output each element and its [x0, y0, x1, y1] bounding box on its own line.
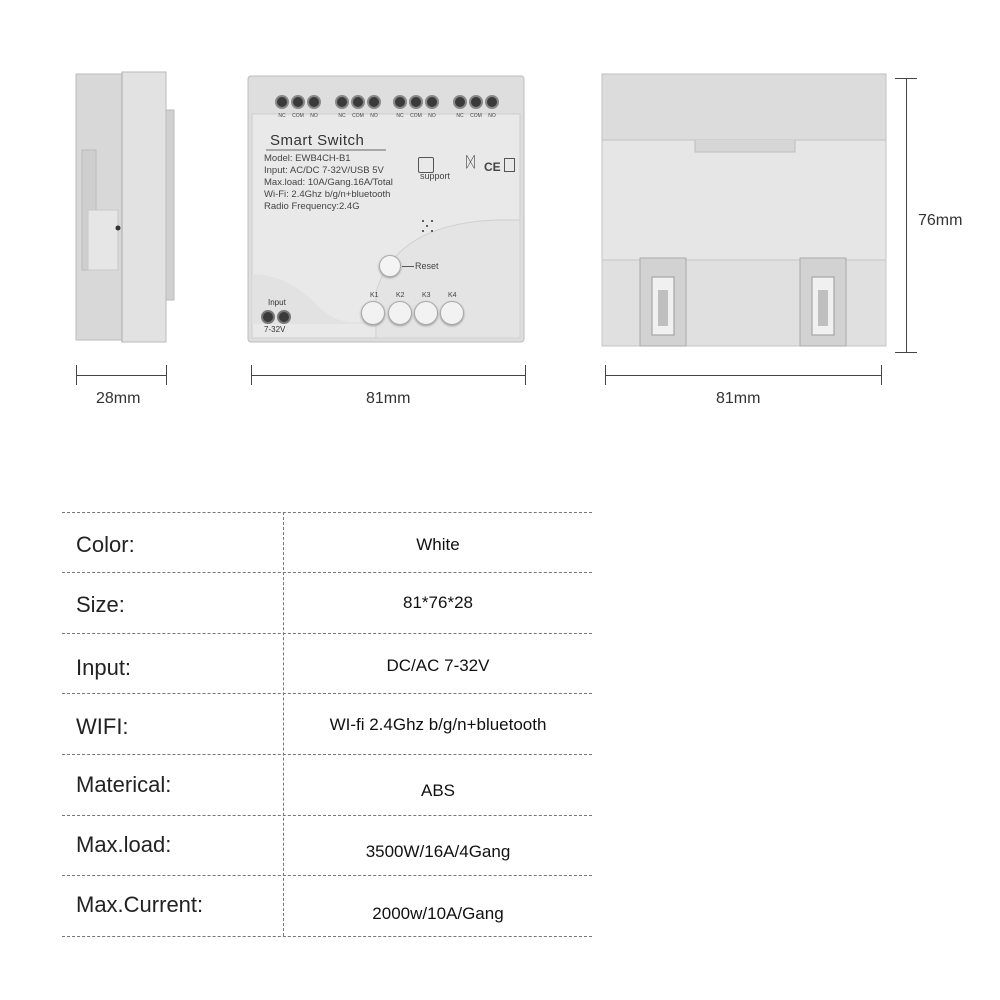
- dimline-height-tick-bottom: [895, 352, 917, 353]
- key-button-k4[interactable]: [440, 301, 464, 325]
- spec-label-wifi: WIFI:: [76, 714, 129, 739]
- spec-value-color: White: [416, 535, 460, 554]
- reset-label: Reset: [415, 261, 439, 271]
- device-title: Smart Switch: [270, 132, 365, 149]
- key-label-k1: K1: [370, 292, 379, 299]
- output-terminal: [336, 96, 348, 108]
- key-label-k4: K4: [448, 292, 457, 299]
- dim-depth-label: 28mm: [96, 390, 141, 407]
- table-divider: [62, 815, 592, 816]
- table-divider: [62, 633, 592, 634]
- key-button-k2[interactable]: [388, 301, 412, 325]
- dim-front-width-label: 81mm: [366, 390, 411, 407]
- reset-line: [402, 266, 414, 267]
- spec-value-maxcurrent: 2000w/10A/Gang: [372, 904, 504, 923]
- output-terminal: [292, 96, 304, 108]
- terminal-label: NC: [396, 113, 404, 119]
- input-terminal-1: [261, 310, 275, 324]
- output-terminal: [276, 96, 288, 108]
- led-indicator: [420, 218, 436, 234]
- table-divider: [62, 754, 592, 755]
- dimline-front-tick-right: [525, 365, 526, 385]
- device-wifi: Wi-Fi: 2.4Ghz b/g/n+bluetooth: [264, 189, 391, 200]
- dimline-depth: [76, 375, 166, 376]
- back-view: [600, 72, 890, 352]
- spec-value-input: DC/AC 7-32V: [386, 656, 490, 675]
- key-button-k3[interactable]: [414, 301, 438, 325]
- reset-button[interactable]: [379, 255, 401, 277]
- output-terminal: [486, 96, 498, 108]
- support-label: support: [420, 171, 451, 181]
- output-terminal: [470, 96, 482, 108]
- dimline-depth-tick-right: [166, 365, 167, 385]
- spec-value-material: ABS: [420, 781, 456, 800]
- output-terminal: [426, 96, 438, 108]
- output-terminal: [308, 96, 320, 108]
- input-voltage-label: 7-32V: [264, 325, 286, 334]
- dimline-front-tick-left: [251, 365, 252, 385]
- spec-label-maxload: Max.load:: [76, 832, 172, 857]
- dim-height-label: 76mm: [918, 212, 963, 229]
- table-divider: [62, 512, 592, 513]
- device-maxload: Max.load: 10A/Gang.16A/Total: [264, 177, 393, 188]
- table-divider: [62, 572, 592, 573]
- weee-bin-icon: [504, 158, 515, 172]
- key-label-k3: K3: [422, 292, 431, 299]
- input-terminal-2: [277, 310, 291, 324]
- terminal-label: NO: [488, 113, 496, 119]
- spec-value-wifi: WI-fi 2.4Ghz b/g/n+bluetooth: [329, 715, 547, 734]
- dimline-back-tick-left: [605, 365, 606, 385]
- ce-mark: CE: [484, 160, 501, 174]
- dimline-back-tick-right: [881, 365, 882, 385]
- input-terminal-label: Input: [268, 298, 286, 307]
- table-divider: [62, 693, 592, 694]
- dimline-front-width: [251, 375, 525, 376]
- output-terminal: [454, 96, 466, 108]
- dimline-back-width: [605, 375, 881, 376]
- key-button-k1[interactable]: [361, 301, 385, 325]
- terminal-label: COM: [470, 113, 482, 119]
- terminal-label: NC: [456, 113, 464, 119]
- spec-value-maxload: 3500W/16A/4Gang: [365, 842, 511, 861]
- key-label-k2: K2: [396, 292, 405, 299]
- output-terminal: [394, 96, 406, 108]
- side-view: [60, 70, 190, 360]
- table-divider: [62, 875, 592, 876]
- spec-label-color: Color:: [76, 532, 135, 557]
- dimline-height: [906, 78, 907, 352]
- terminal-label: NO: [370, 113, 378, 119]
- terminal-label: NC: [278, 113, 286, 119]
- spec-value-size: 81*76*28: [403, 593, 473, 612]
- dimline-depth-tick-left: [76, 365, 77, 385]
- terminal-label: COM: [352, 113, 364, 119]
- table-divider: [62, 936, 592, 937]
- dimline-height-tick-top: [895, 78, 917, 79]
- spec-label-material: Materical:: [76, 772, 172, 797]
- spec-label-size: Size:: [76, 592, 125, 617]
- bluetooth-icon: ᛞ: [466, 154, 476, 171]
- device-radio: Radio Frequency:2.4G: [264, 201, 360, 212]
- terminal-label: COM: [410, 113, 422, 119]
- spec-label-maxcurrent: Max.Current:: [76, 892, 204, 917]
- device-model: Model: EWB4CH-B1: [264, 153, 351, 164]
- output-terminal: [352, 96, 364, 108]
- terminal-label: NO: [428, 113, 436, 119]
- output-terminal: [410, 96, 422, 108]
- terminal-label: NO: [310, 113, 318, 119]
- device-input: Input: AC/DC 7-32V/USB 5V: [264, 165, 384, 176]
- output-terminal: [368, 96, 380, 108]
- dim-back-width-label: 81mm: [716, 390, 761, 407]
- spec-label-input: Input:: [76, 655, 132, 680]
- terminal-label: NC: [338, 113, 346, 119]
- terminal-label: COM: [292, 113, 304, 119]
